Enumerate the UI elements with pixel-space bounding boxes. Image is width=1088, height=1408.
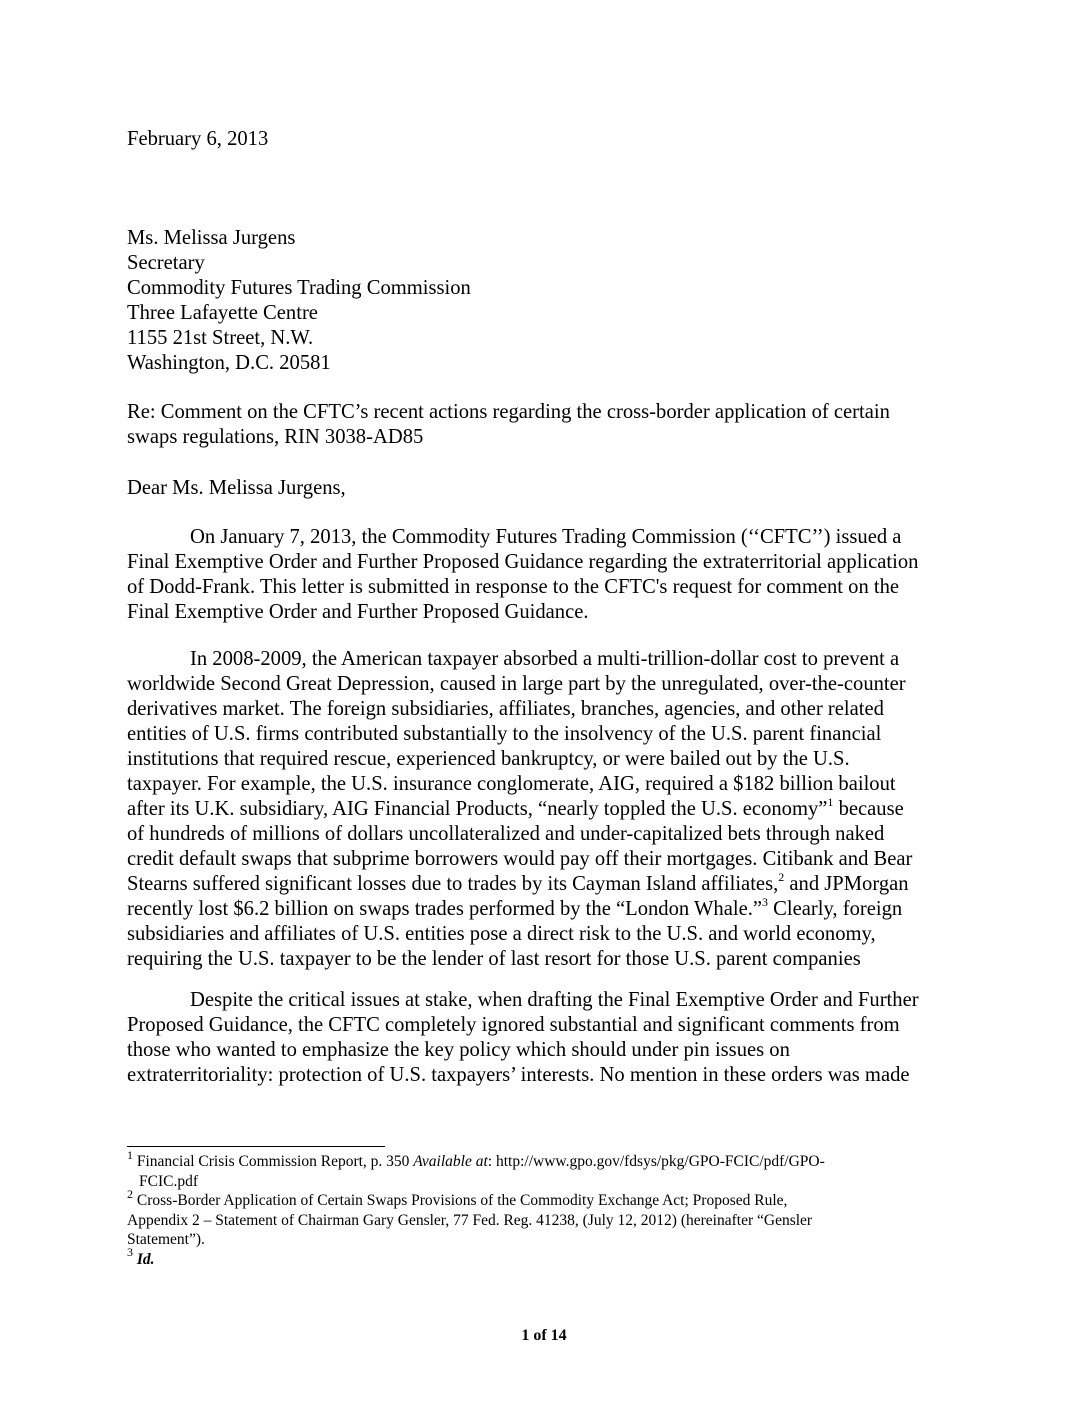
paragraph-line: derivatives market. The foreign subsidiaries, affiliates, branches, agencies, and other related	[127, 698, 884, 720]
paragraph-3	[127, 988, 963, 1088]
address-line: Washington, D.C. 20581	[127, 352, 331, 374]
subject-line-text: Re: Comment on the CFTC’s recent actions regarding the cross-border application of certain	[127, 401, 890, 423]
letter-date-block	[127, 127, 963, 152]
paragraph-2	[127, 647, 963, 972]
paragraph-line	[127, 797, 963, 822]
paragraph-line: worldwide Second Great Depression, caused in large part by the unregulated, over-the-counter	[127, 673, 906, 695]
footnote-2-line: Appendix 2 – Statement of Chairman Gary Gensler, 77 Fed. Reg. 41238, (July 12, 2012) (hereinafter “Gensler	[127, 1211, 813, 1229]
line-text: Clearly, foreign	[768, 898, 903, 920]
line-text: because	[833, 798, 904, 820]
line-text: and JPMorgan	[784, 873, 909, 895]
recipient-address	[127, 226, 963, 376]
paragraph-line: taxpayer. For example, the U.S. insurance conglomerate, AIG, required a $182 billion bailout	[127, 773, 896, 795]
footnote-3	[127, 1245, 963, 1270]
address-line: Commodity Futures Trading Commission	[127, 277, 471, 299]
paragraph-line: Final Exemptive Order and Further Proposed Guidance.	[127, 601, 589, 623]
paragraph-line: of Dodd-Frank. This letter is submitted in response to the CFTC's request for comment on the	[127, 576, 900, 598]
paragraph-line: requiring the U.S. taxpayer to be the lender of last resort for those U.S. parent companies	[127, 948, 861, 970]
paragraph-line: Despite the critical issues at stake, when drafting the Final Exemptive Order and Further	[190, 989, 919, 1011]
paragraph-line: those who wanted to emphasize the key policy which should under pin issues on	[127, 1039, 790, 1061]
paragraph-line: In 2008-2009, the American taxpayer absorbed a multi-trillion-dollar cost to prevent a	[190, 648, 900, 670]
footnote-ref-2[interactable]: 2	[778, 870, 785, 885]
line-text: recently lost $6.2 billion on swaps trades performed by the “London Whale.”	[127, 898, 762, 920]
footnote-number: 1	[127, 1147, 133, 1162]
footnote-1-cont[interactable]: FCIC.pdf	[139, 1172, 198, 1190]
letter-date: February 6, 2013	[127, 128, 269, 150]
footnote-1	[127, 1147, 963, 1172]
paragraph-line: Final Exemptive Order and Further Proposed Guidance regarding the extraterritorial application	[127, 551, 919, 573]
paragraph-line	[127, 897, 963, 922]
paragraph-line: On January 7, 2013, the Commodity Futures Trading Commission (‘‘CFTC’’) issued a	[190, 526, 902, 548]
footnote-divider	[127, 1146, 385, 1147]
subject-line-text: swaps regulations, RIN 3038-AD85	[127, 426, 424, 448]
line-text: Stearns suffered significant losses due to trades by its Cayman Island affiliates,	[127, 873, 779, 895]
paragraph-line: subsidiaries and affiliates of U.S. entities pose a direct risk to the U.S. and world economy,	[127, 923, 876, 945]
paragraph-line: extraterritoriality: protection of U.S. taxpayers’ interests. No mention in these orders was made	[127, 1064, 910, 1086]
paragraph-line: institutions that required rescue, experienced bankruptcy, or were bailed out by the U.S.	[127, 748, 850, 770]
footnote-text: Cross-Border Application of Certain Swaps Provisions of the Commodity Exchange Act; Proposed Rule,	[133, 1192, 788, 1209]
footnote-italic: Available at	[413, 1153, 488, 1170]
paragraph-1	[127, 525, 963, 625]
footnote-2-line: Statement”).	[127, 1231, 205, 1248]
paragraph-line: of hundreds of millions of dollars uncollateralized and under-capitalized bets through naked	[127, 823, 885, 845]
address-line: Secretary	[127, 252, 205, 274]
salutation: Dear Ms. Melissa Jurgens,	[127, 477, 346, 499]
address-line: Ms. Melissa Jurgens	[127, 227, 296, 249]
line-text: after its U.K. subsidiary, AIG Financial Products, “nearly toppled the U.S. economy”	[127, 798, 828, 820]
footnotes	[127, 1147, 963, 1269]
footnote-text: Financial Crisis Commission Report, p. 350	[133, 1153, 414, 1170]
subject-line	[127, 400, 963, 450]
paragraph-line: credit default swaps that subprime borrowers would pay off their mortgages. Citibank and Bear	[127, 848, 913, 870]
footnote-link[interactable]: : http://www.gpo.gov/fdsys/pkg/GPO-FCIC/pdf/GPO-	[487, 1153, 825, 1170]
page-number: 1 of 14	[521, 1327, 567, 1344]
paragraph-line: entities of U.S. firms contributed substantially to the insolvency of the U.S. parent financial	[127, 723, 882, 745]
address-line: 1155 21st Street, N.W.	[127, 327, 314, 349]
footnote-2	[127, 1186, 963, 1211]
footnote-number: 2	[127, 1186, 133, 1201]
salutation-block	[127, 476, 963, 501]
paragraph-line	[127, 872, 963, 897]
address-line: Three Lafayette Centre	[127, 302, 318, 324]
footnote-ref-3[interactable]: 3	[762, 895, 768, 910]
footnote-text: Id.	[136, 1250, 155, 1268]
paragraph-line: Proposed Guidance, the CFTC completely ignored substantial and significant comments from	[127, 1014, 900, 1036]
footnote-number: 3	[127, 1245, 133, 1260]
footnote-ref-1[interactable]: 1	[827, 795, 834, 810]
